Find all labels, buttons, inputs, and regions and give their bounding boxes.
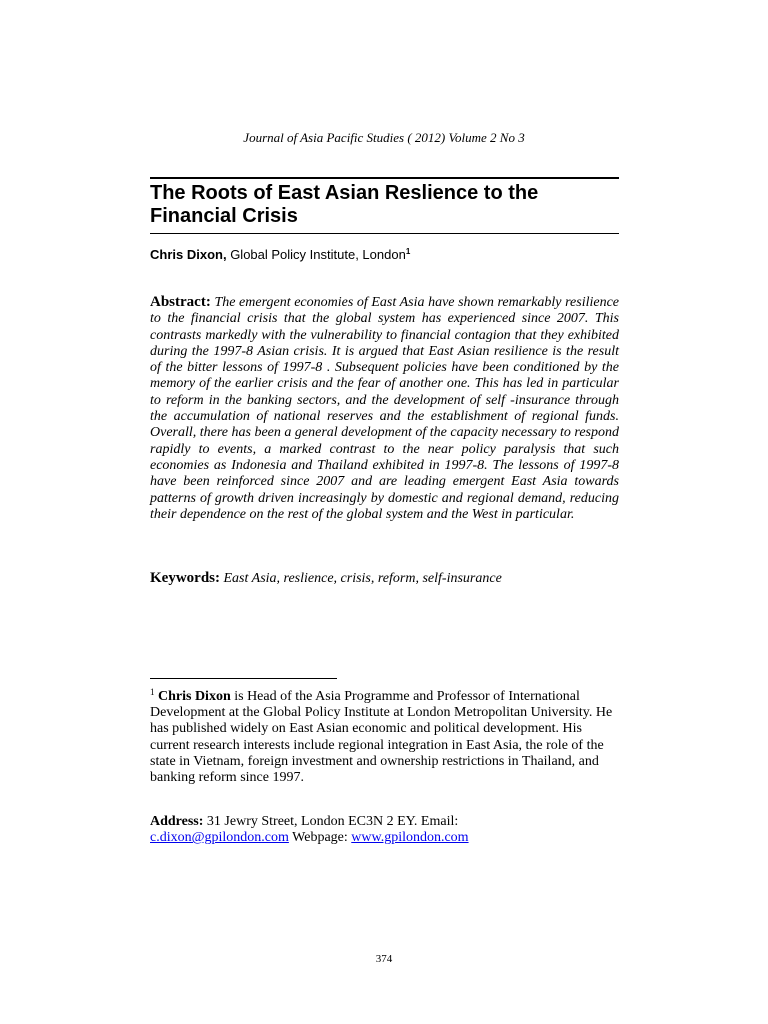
author-name: Chris Dixon,	[150, 247, 227, 262]
webpage-label: Webpage:	[288, 830, 352, 846]
page-number: 374	[375, 953, 393, 965]
webpage-link[interactable]: www.gpilondon.com	[351, 830, 469, 846]
title-top-rule	[150, 177, 619, 179]
keywords	[150, 570, 619, 587]
footnote	[150, 684, 619, 786]
author-affiliation: Global Policy Institute, London	[226, 247, 406, 262]
footnote-author-name: Chris Dixon	[158, 689, 231, 704]
footnote-mark: 1	[150, 687, 155, 697]
footnote-text: is Head of the Asia Programme and Professor of International Development at the Global Policy Institute at London Metropolitan University. He has published widely on East Asian economic and political development. His current research interests include regional integration in East Asia, the role of the state in Vietnam, foreign investment and ownership restrictions in Thailand, and banking reform since 1997.	[150, 689, 613, 786]
article-title: The Roots of East Asian Reslience to the Financial Crisis	[150, 182, 539, 227]
journal-header: Journal of Asia Pacific Studies ( 2012) Volume 2 No 3	[243, 130, 525, 145]
address	[150, 814, 619, 846]
keywords-label: Keywords:	[150, 570, 220, 586]
email-link[interactable]: c.dixon@gpilondon.com	[150, 830, 289, 846]
keywords-text: East Asia, reslience, crisis, reform, self-insurance	[223, 571, 502, 586]
footnote-rule	[150, 678, 337, 679]
author-line	[150, 247, 619, 262]
abstract-label: Abstract:	[150, 294, 211, 310]
address-label: Address:	[150, 814, 204, 829]
abstract	[150, 294, 619, 523]
address-text: 31 Jewry Street, London EC3N 2 EY. Email:	[203, 814, 459, 829]
title-bottom-rule	[150, 233, 619, 234]
author-footnote-mark: 1	[405, 247, 411, 256]
abstract-text: The emergent economies of East Asia have shown remarkably resilience to the financial crisis that the global system has experienced since 2007. This contrasts markedly with the vulnerability to financial contagion that they exhibited during the 1997-8 Asian crisis. It is argued that East Asian resilience is the result of the bitter lessons of 1997-8 . Subsequent policies have been conditioned by the memory of the earlier crisis and the fear of another one. This has led in particular to reform in the banking sectors, and the development of self -insurance through the accumulation of national reserves and the establishment of regional funds. Overall, there has been a general development of the capacity necessary to respond rapidly to events, a marked contrast to the near policy paralysis that such economies as Indonesia and Thailand exhibited in 1997-8. The lessons of 1997-8 have been reinforced since 2007 and are leading emergent East Asia towards patterns of growth driven increasingly by domestic and regional demand, reducing their dependence on the rest of the global system and the West in particular.	[150, 295, 620, 522]
